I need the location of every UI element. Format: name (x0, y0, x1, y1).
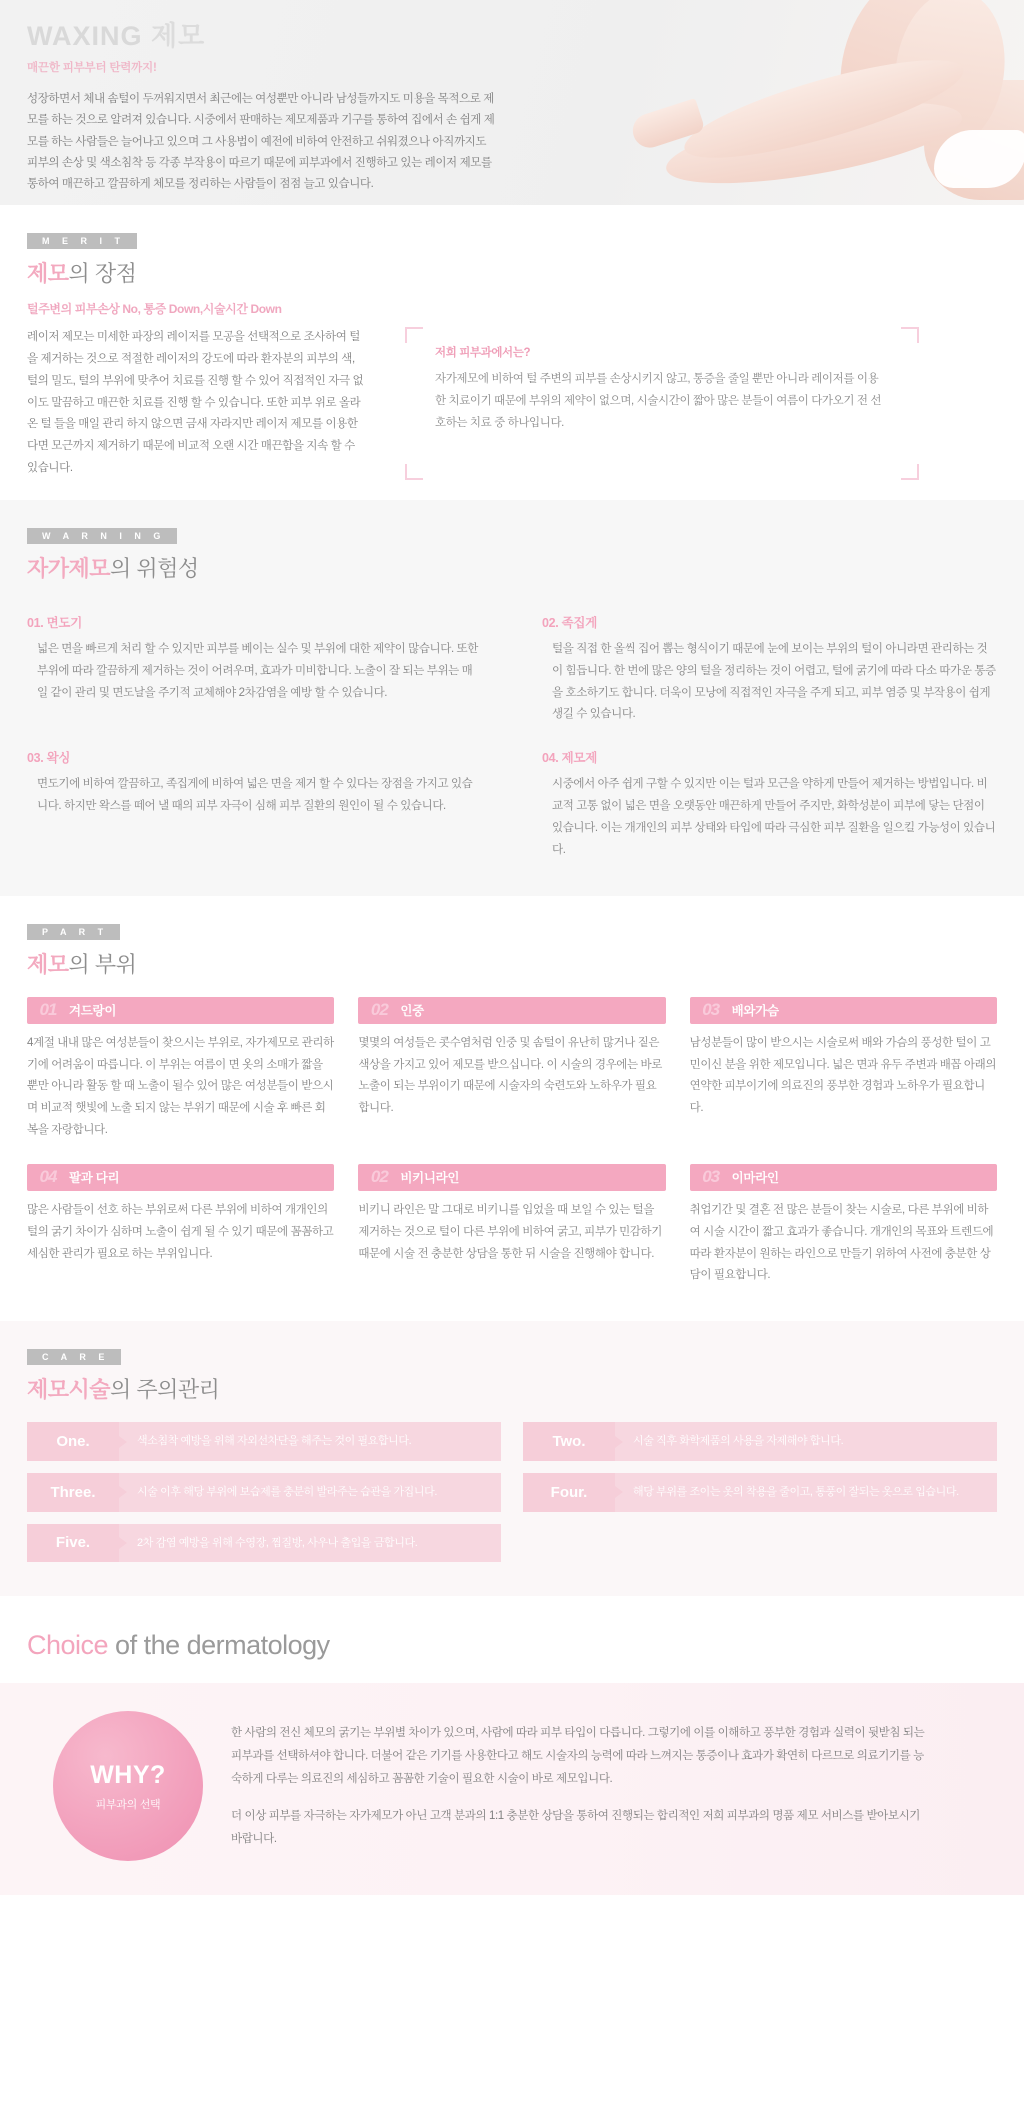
warning-item-body: 넓은 면을 빠르게 처리 할 수 있지만 피부를 베이는 실수 및 부위에 대한 제약이 많습니다. 또한 부위에 따라 깔끔하게 제거하는 것이 어려우며, 효과가 미비합니다. 노출이 잘 되는 부위는 매일 같이 관리 및 면도날을 주기적 교체해야 2차감염을 예방 할 수 있습니다. (37, 642, 478, 699)
part-card-bar (358, 997, 665, 1024)
care-item-key: Two. (523, 1422, 615, 1461)
care-section (0, 1321, 1024, 1596)
part-card-number: 01 (39, 1000, 57, 1020)
part-tag: P A R T (27, 924, 120, 940)
part-card-name: 이마라인 (731, 1171, 779, 1186)
warning-item-body: 면도기에 비하여 깔끔하고, 족집게에 비하여 넓은 면을 제거 할 수 있다는 장점을 가지고 있습니다. 하지만 왁스를 떼어 낼 때의 피부 자극이 심해 피부 질환의 원인이 될 수 있습니다. (37, 778, 473, 813)
part-card (690, 997, 997, 1142)
merit-title-accent: 제모 (27, 261, 69, 286)
part-card-body: 비키니 라인은 말 그대로 비키니를 입었을 때 보일 수 있는 털을 제거하는 것으로 털이 다른 부위에 비하여 굵고, 피부가 민감하기 때문에 시술 전 충분한 상담을 통한 뒤 시술을 진행해야 합니다. (358, 1203, 662, 1260)
part-card-body: 몇몇의 여성들은 콧수염처럼 인중 및 솜털이 유난히 많거나 짙은 색상을 가지고 있어 제모를 받으십니다. 이 시술의 경우에는 바로 노출이 되는 부위이기 때문에 시술자의 숙련도와 노하우가 필요합니다. (358, 1036, 662, 1115)
part-card-bar (27, 997, 334, 1024)
legs-illustration (504, 0, 1024, 205)
care-item (27, 1524, 501, 1563)
care-item-key: One. (27, 1422, 119, 1461)
care-item (523, 1422, 997, 1461)
care-item-text: 색소침착 예방을 위해 자외선차단을 해주는 것이 필요합니다. (119, 1422, 501, 1461)
care-item (27, 1422, 501, 1461)
part-card-name: 팔과 다리 (69, 1171, 120, 1186)
warning-item-body: 시중에서 아주 쉽게 구할 수 있지만 이는 털과 모근을 약하게 만들어 제거하는 방법입니다. 비교적 고통 없이 넓은 면을 오랫동안 매끈하게 만들어 주지만, 화학성분이 피부에 닿는 단점이 있습니다. 이는 개개인의 피부 상태와 타입에 따라 극심한 피부 질환을 일으킬 가능성이 있습니다. (552, 778, 996, 856)
part-card-number: 04 (39, 1167, 57, 1187)
part-card-name: 배와가슴 (731, 1004, 779, 1019)
choice-section (0, 1596, 1024, 1895)
merit-lead: 털주변의 피부손상 No, 통증 Down,시술시간 Down (27, 302, 282, 316)
choice-title (27, 1630, 997, 1661)
why-badge-sub: 피부과의 선택 (95, 1798, 161, 1811)
hero-title (27, 14, 497, 53)
choice-title-accent: Choice (27, 1630, 109, 1661)
warning-heading (0, 500, 1024, 595)
part-card-name: 비키니라인 (400, 1171, 460, 1186)
merit-left-body: 레이저 제모는 미세한 파장의 레이저를 모공을 선택적으로 조사하여 털을 제거하는 것으로 적절한 레이저의 강도에 따라 환자분의 피부의 색, 털의 밀도, 털의 부위에 맞추어 치료를 진행 할 수 있어 직접적인 자극 없이도 말끔하고 매끈한 치료를 진행 할 수 있습니다. 또한 피부 위로 올라 온 털 들을 매일 관리 하지 않으면 금새 자라지만 레이저 제모를 이용한다면 모근까지 제거하기 때문에 비교적 오랜 시간 매끈함을 지속 할 수 있습니다. (27, 331, 364, 475)
part-card-number: 02 (370, 1000, 388, 1020)
warning-title-rest: 의 위험성 (110, 555, 199, 581)
part-card (358, 997, 665, 1142)
part-card-bar (27, 1164, 334, 1191)
part-card-bar (690, 1164, 997, 1191)
warning-item (542, 736, 997, 867)
part-section (0, 896, 1024, 1322)
warning-item-heading: 03. 왁싱 (27, 751, 71, 766)
why-badge (53, 1711, 203, 1861)
part-card-name: 인중 (400, 1004, 424, 1019)
why-badge-main: WHY? (90, 1760, 166, 1789)
choice-body-text (231, 1722, 931, 1851)
part-title-accent: 제모 (27, 951, 69, 977)
part-card (358, 1164, 665, 1287)
warning-item (27, 601, 482, 732)
part-card-body: 많은 사람들이 선호 하는 부위로써 다른 부위에 비하여 개개인의 털의 굵기 차이가 심하며 노출이 쉽게 될 수 있기 때문에 꼼꼼하고 세심한 관리가 필요로 하는 부위입니다. (27, 1203, 334, 1260)
part-card-number: 03 (702, 1000, 720, 1020)
care-item-text: 시술 직후 화학제품의 사용을 자제해야 합니다. (615, 1422, 997, 1461)
merit-tag: M E R I T (27, 233, 137, 249)
part-card-name: 겨드랑이 (69, 1004, 117, 1019)
care-item-text: 2차 감염 예방을 위해 수영장, 찜질방, 사우나 출입을 금합니다. (119, 1524, 501, 1563)
warning-item (27, 736, 482, 867)
warning-item-heading: 02. 족집게 (542, 615, 597, 630)
part-heading (0, 896, 1024, 991)
warning-title-accent: 자가제모 (27, 555, 111, 581)
part-card-number: 03 (702, 1167, 720, 1187)
merit-title (27, 257, 997, 288)
warning-title (27, 552, 997, 583)
warning-item-heading: 01. 면도기 (27, 615, 82, 630)
care-item (27, 1473, 501, 1512)
part-card-body: 취업기간 및 결혼 전 많은 분들이 찾는 시술로, 다른 부위에 비하여 시술 시간이 짧고 효과가 좋습니다. 개개인의 목표와 트렌드에 따라 환자분이 원하는 라인으로 만들기 위하여 사전에 충분한 상담이 필요합니다. (689, 1203, 994, 1282)
merit-title-rest: 의 장점 (68, 261, 137, 286)
care-item-key: Five. (27, 1524, 119, 1563)
warning-item-heading: 04. 제모제 (542, 751, 597, 766)
hero-title-en: WAXING (27, 21, 143, 51)
part-card (27, 997, 334, 1142)
care-item-text: 시술 이후 해당 부위에 보습제를 충분히 발라주는 습관을 가집니다. (119, 1473, 501, 1512)
merit-callout (401, 327, 921, 480)
warning-tag: W A R N I N G (27, 528, 177, 544)
hero-section (0, 0, 1024, 205)
bracket-left-icon (405, 327, 421, 480)
hero-title-kr: 제모 (151, 21, 206, 51)
merit-section (0, 205, 1024, 500)
warning-item (542, 601, 997, 732)
care-tag: C A R E (27, 1349, 121, 1365)
choice-title-rest: of the dermatology (108, 1630, 330, 1661)
merit-callout-title: 저희 피부과에서는? (435, 347, 531, 359)
bracket-right-icon (901, 327, 917, 480)
care-title-rest: 의 주의관리 (110, 1377, 220, 1403)
part-card-bar (690, 997, 997, 1024)
care-item-key: Four. (523, 1473, 615, 1512)
hero-body: 성장하면서 체내 솜털이 두꺼워지면서 최근에는 여성뿐만 아니라 남성들까지도 미용을 목적으로 제모를 하는 것으로 알려져 있습니다. 시중에서 판매하는 제모제품과 기구를 통하여 집에서 손 쉽게 제모를 하는 사람들은 늘어나고 있으며 그 사용법이 예전에 비하여 안전하고 쉬워졌으나 아직까지도 피부의 손상 및 색소침착 등 각종 부작용이 따르기 때문에 피부과에서 진행하고 있는 레이저 제모를 통하여 매끈하고 깔끔하게 체모를 정리하는 사람들이 점점 늘고 있습니다. (27, 93, 495, 191)
choice-paragraph: 더 이상 피부를 자극하는 자가제모가 아닌 고객 분과의 1:1 충분한 상담을 통하여 진행되는 합리적인 저희 피부과의 명품 제모 서비스를 받아보시기 바랍니다. (231, 1809, 921, 1845)
care-item (523, 1473, 997, 1512)
part-card-body: 4계절 내내 많은 여성분들이 찾으시는 부위로, 자가제모로 관리하기에 어려움이 따릅니다. 이 부위는 여름이 면 옷의 소매가 짧을 뿐만 아니라 활동 할 때 노출이 될수 있어 많은 여성분들이 받으시며 비교적 햇빛에 노출 되지 않는 부위기 때문에 시술 후 빠른 회복을 자랑합니다. (27, 1036, 334, 1137)
part-card-bar (358, 1164, 665, 1191)
care-title-accent: 제모시술 (27, 1377, 111, 1403)
merit-callout-body: 자가제모에 비하여 털 주변의 피부를 손상시키지 않고, 통증을 줄일 뿐만 아니라 레이저를 이용한 치료이기 때문에 부위의 제약이 없으며, 시술시간이 짧아 많은 분들이 여름이 다가오기 전 선호하는 치료 중 하나입니다. (435, 372, 882, 429)
care-item-text: 해당 부위를 조이는 옷의 착용을 줄이고, 통풍이 잘되는 옷으로 입습니다. (615, 1473, 997, 1512)
part-card-body: 남성분들이 많이 받으시는 시술로써 배와 가슴의 풍성한 털이 고민이신 분을 위한 제모입니다. 넓은 면과 유두 주변과 배꼽 아래의 연약한 피부이기에 의료진의 풍부한 경험과 노하우가 필요합니다. (689, 1036, 997, 1115)
choice-paragraph: 한 사람의 전신 체모의 굵기는 부위별 차이가 있으며, 사람에 따라 피부 타입이 다릅니다. 그렇기에 이를 이해하고 풍부한 경험과 실력이 뒷받침 되는 피부과를 선택하셔야 합니다. 더불어 같은 기기를 사용한다고 해도 시술자의 능력에 따라 느껴지는 통증이나 효과가 확연히 다르므로 의료기기를 능숙하게 다루는 의료진의 세심하고 꼼꼼한 기술이 필요한 시술이 바로 제모입니다. (231, 1726, 925, 1785)
part-title-rest: 의 부위 (68, 951, 137, 977)
hero-subtitle: 매끈한 피부부터 탄력까지! (27, 62, 157, 74)
care-heading (0, 1321, 1024, 1416)
merit-heading (0, 205, 1024, 300)
part-card (27, 1164, 334, 1287)
warning-item-body: 털을 직접 한 올씩 집어 뽑는 형식이기 때문에 눈에 보이는 부위의 털이 아니라면 관리하는 것이 힘듭니다. 한 번에 많은 양의 털을 정리하는 것이 어렵고, 털에 굵기에 따라 다소 따가운 통증을 호소하기도 합니다. 더욱이 모낭에 직접적인 자극을 주게 되고, 피부 염증 및 부작용이 쉽게 생길 수 있습니다. (552, 642, 996, 721)
care-item-key: Three. (27, 1473, 119, 1512)
part-card-number: 02 (370, 1167, 388, 1187)
care-title (27, 1373, 997, 1404)
choice-heading (0, 1596, 1024, 1683)
part-card (690, 1164, 997, 1287)
warning-section (0, 500, 1024, 896)
part-title (27, 948, 997, 979)
